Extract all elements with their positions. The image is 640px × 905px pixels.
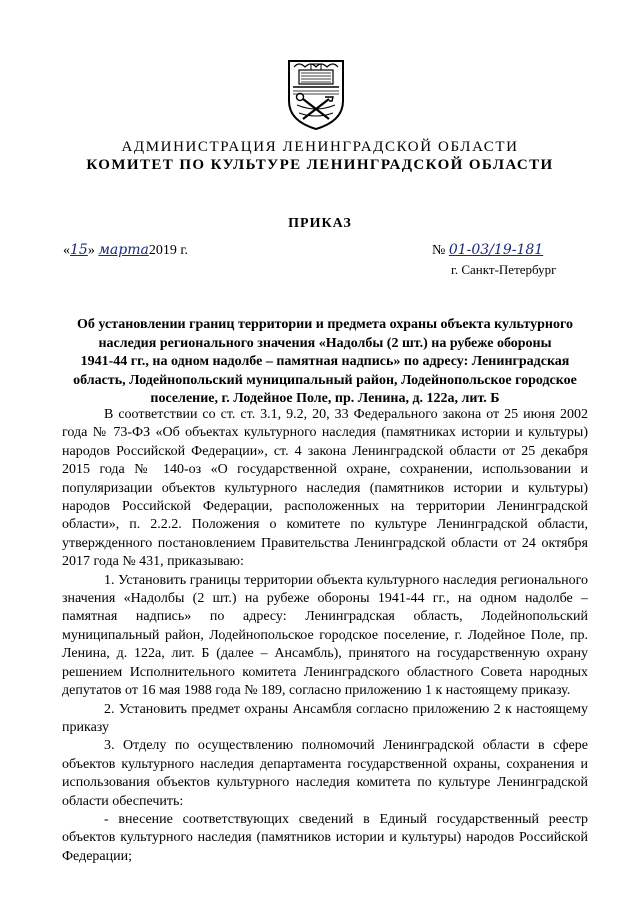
date-year: 2019 г. — [148, 243, 189, 258]
body-paragraph-item-2: 2. Установить предмет охраны Ансамбля согласно приложению 2 к настоящему приказу — [62, 701, 588, 735]
body-paragraph-item-3-bullet: - внесение соответствующих сведений в Единый государственный реестр объектов культурного наследия (памятников истории и культуры) народов Российской Федерации; — [62, 811, 588, 864]
organization-line-1: АДМИНИСТРАЦИЯ ЛЕНИНГРАДСКОЙ ОБЛАСТИ — [121, 139, 519, 155]
subject-line: Об установлении границ территории и предмета охраны объекта культурного — [77, 317, 573, 332]
coat-of-arms-icon — [285, 57, 347, 131]
subject-line: наследия регионального значения «Надолбы (2 шт.) на рубеже обороны — [98, 335, 552, 351]
document-city: г. Санкт-Петербург — [451, 262, 557, 277]
document-type-title: ПРИКАЗ — [288, 216, 352, 231]
handwritten-day: 15 — [70, 242, 88, 258]
handwritten-month: марта — [98, 242, 149, 258]
document-subject — [62, 316, 588, 409]
handwritten-number: 01-03/19-181 — [448, 242, 544, 258]
subject-line: область, Лодейнопольский муниципальный район, Лодейнопольское городское — [73, 372, 577, 388]
number-prefix: № — [432, 243, 446, 258]
body-paragraph-item-1: 1. Установить границы территории объекта культурного наследия регионального значения «Надолбы (2 шт.) на рубеже обороны 1941-44 гг., на одном надолбе – памятная надпись» по адресу: Ленинградская область, Лодейнопольский муниципальный район, Лодейнопольское городское поселение, г. Лодейное Поле, пр. Ленина, д. 122а, лит. Б (далее – Ансамбль), принятого на государственную охрану решением Исполнительного комитета Ленинградского областного Совета народных депутатов от 16 мая 1988 года № 189, согласно приложению 1 к настоящему приказу. — [62, 572, 588, 699]
document-date — [63, 242, 188, 259]
organization-line-2: КОМИТЕТ ПО КУЛЬТУРЕ ЛЕНИНГРАДСКОЙ ОБЛАСТИ — [86, 157, 554, 173]
document-number — [432, 242, 543, 259]
date-mid-quote: » — [87, 243, 95, 258]
document-body — [62, 406, 588, 866]
body-paragraph-item-3: 3. Отделу по осуществлению полномочий Ленинградской области в сфере объектов культурного наследия департамента государственной охраны, сохранения и использования объектов культурного наследия комитета по культуре Ленинградской области обеспечить: — [62, 738, 588, 809]
subject-line: поселение, г. Лодейное Поле, пр. Ленина, д. 122а, лит. Б — [150, 391, 500, 407]
subject-line: 1941-44 гг., на одном надолбе – памятная надпись» по адресу: Ленинградская — [80, 354, 570, 370]
date-open-quote: « — [63, 243, 70, 258]
body-paragraph-preamble: В соответствии со ст. ст. 3.1, 9.2, 20, 33 Федерального закона от 25 июня 2002 года № 73-ФЗ «Об объектах культурного наследия (памятниках истории и культуры) народов Российской Федерации», ст. 4 закона Ленинградской области от 25 декабря 2015 года № 140-оз «О государственной охране, сохранении, использовании и популяризации объектов культурного наследия (памятников истории и культуры) народов Российской Федерации, расположенных на территории Ленинградской области», п. 2.2.2. Положения о комитете по культуре Ленинградской области, утвержденного постановлением Правительства Ленинградской области от 24 октября 2017 года № 431, приказываю: — [62, 407, 588, 570]
